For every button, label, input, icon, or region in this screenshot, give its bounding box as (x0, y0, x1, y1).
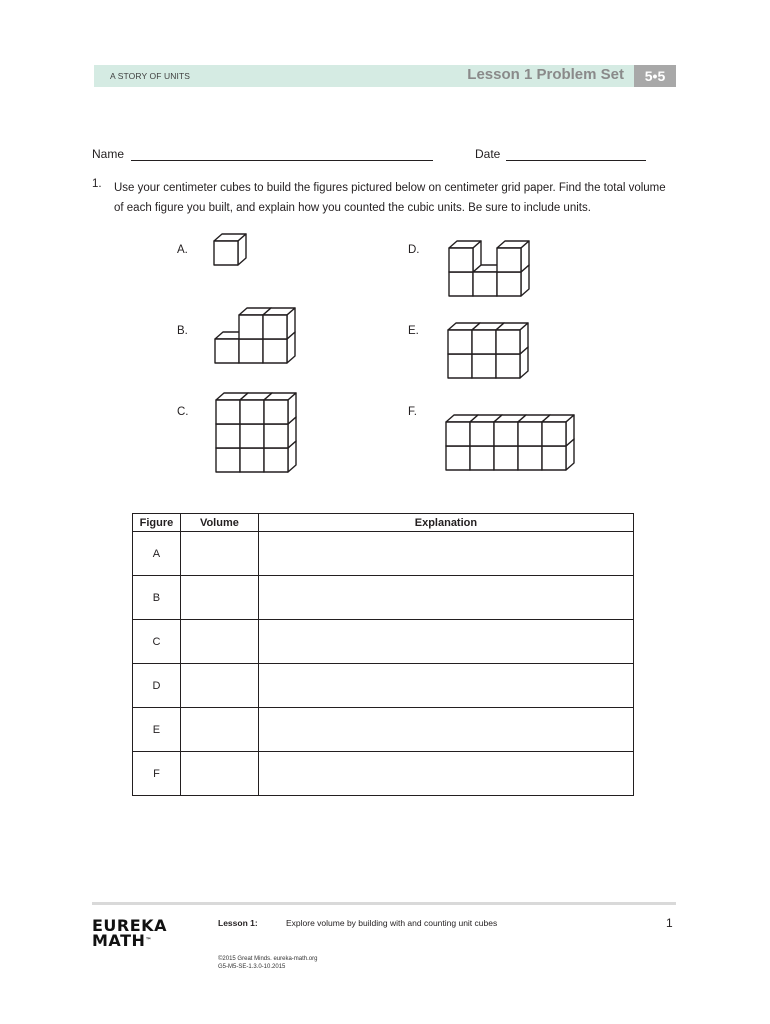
table-row (133, 576, 634, 620)
cube-face (542, 446, 566, 470)
figure-label-a: A. (177, 244, 188, 256)
cube-face (239, 315, 263, 339)
cube-face (449, 272, 473, 296)
cube-face (472, 330, 496, 354)
cube-face (446, 446, 470, 470)
copyright-text: ©2015 Great Minds. eureka-math.org (218, 956, 318, 962)
cube-face (470, 422, 494, 446)
series-title: A STORY OF UNITS (110, 71, 191, 81)
figure-cell: F (133, 752, 181, 796)
date-label: Date (475, 147, 501, 161)
volume-cell[interactable] (180, 664, 258, 708)
figure-cell: D (133, 664, 181, 708)
logo-line-2: MATH (92, 931, 146, 950)
footer-divider (92, 902, 676, 905)
lesson-title: Lesson 1 Problem Set (467, 66, 624, 83)
explanation-cell[interactable] (258, 752, 633, 796)
table-row (133, 620, 634, 664)
question-number: 1. (92, 178, 102, 190)
figure-label-b: B. (177, 325, 188, 337)
volume-cell[interactable] (180, 576, 258, 620)
cube-face (240, 400, 264, 424)
volume-cell[interactable] (180, 532, 258, 576)
cube-face (494, 422, 518, 446)
cube-face (240, 448, 264, 472)
cube-face (448, 354, 472, 378)
volume-table (132, 513, 634, 796)
table-row (133, 708, 634, 752)
volume-cell[interactable] (180, 708, 258, 752)
header-volume: Volume (180, 514, 258, 532)
cube-face (240, 424, 264, 448)
question-text: Use your centimeter cubes to build the figures pictured below on centimeter grid paper. Find the total volume of each figure you built, and explain how you counted the cubic units. Be sure to include units. (114, 182, 666, 214)
explanation-cell[interactable] (258, 576, 633, 620)
cube-face (496, 354, 520, 378)
document-code: G5-M5-SE-1.3.0-10.2015 (218, 964, 286, 970)
cube-face (472, 354, 496, 378)
figure-label-d: D. (408, 244, 420, 256)
cube-face (264, 400, 288, 424)
cube-face (263, 315, 287, 339)
page-number: 1 (666, 916, 673, 930)
cube-face (518, 422, 542, 446)
cube-face (470, 446, 494, 470)
footer-lesson-description: Explore volume by building with and counting unit cubes (286, 918, 498, 928)
explanation-cell[interactable] (258, 532, 633, 576)
figure-label-e: E. (408, 325, 419, 337)
cube-face (496, 330, 520, 354)
table-row (133, 752, 634, 796)
cube-face (473, 272, 497, 296)
logo-line-1: EUREKA (92, 916, 167, 935)
cube-figure-d (449, 241, 529, 296)
cube-face (214, 241, 238, 265)
cube-face (216, 424, 240, 448)
header-figure: Figure (133, 514, 181, 532)
cube-figure-b (215, 308, 295, 363)
table-row (133, 664, 634, 708)
volume-cell[interactable] (180, 620, 258, 664)
explanation-cell[interactable] (258, 664, 633, 708)
name-label: Name (92, 147, 125, 161)
figure-label-c: C. (177, 406, 189, 418)
cube-face (497, 272, 521, 296)
cube-face (215, 339, 239, 363)
table-header-row (133, 514, 634, 532)
figure-label-f: F. (408, 406, 417, 418)
cube-face (497, 248, 521, 272)
explanation-cell[interactable] (258, 620, 633, 664)
footer-lesson-label: Lesson 1: (218, 918, 258, 928)
cube-figure-c (216, 393, 296, 472)
footer-copyright (218, 955, 317, 971)
table-row (133, 532, 634, 576)
cube-figure-a (214, 234, 246, 265)
explanation-cell[interactable] (258, 708, 633, 752)
cube-figure-e (448, 323, 528, 378)
trademark-mark: ™ (145, 937, 152, 944)
cube-figure-f (446, 415, 574, 470)
cube-face (542, 422, 566, 446)
volume-cell[interactable] (180, 752, 258, 796)
cube-face (264, 424, 288, 448)
header-explanation: Explanation (258, 514, 633, 532)
figure-cell: E (133, 708, 181, 752)
figure-cell: B (133, 576, 181, 620)
grade-module-badge: 5•5 (634, 65, 676, 87)
cube-face (216, 448, 240, 472)
cube-face (494, 446, 518, 470)
cube-face (449, 248, 473, 272)
cube-face (216, 400, 240, 424)
cube-face (263, 339, 287, 363)
cube-face (448, 330, 472, 354)
figure-cell: A (133, 532, 181, 576)
cube-face (264, 448, 288, 472)
eureka-math-logo (92, 918, 167, 948)
cube-face (446, 422, 470, 446)
cube-face (518, 446, 542, 470)
figure-cell: C (133, 620, 181, 664)
cube-face (239, 339, 263, 363)
